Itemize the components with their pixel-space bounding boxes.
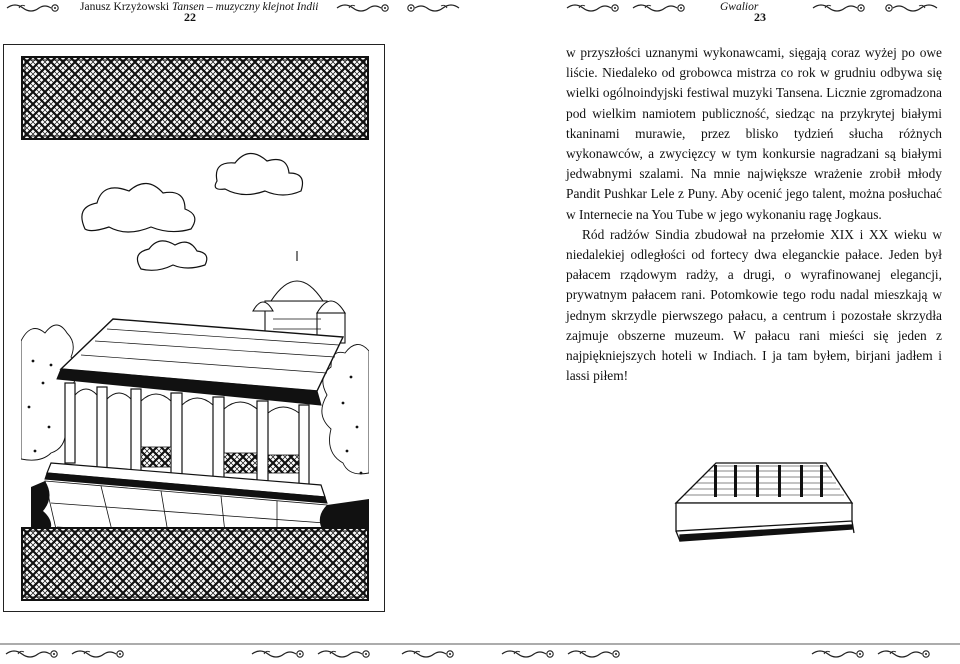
scroll-ornament-icon [4,2,66,14]
page-number: 23 [754,10,766,24]
domes-background [253,251,345,343]
footer-ornament [0,638,480,664]
lattice-border-bottom [21,527,369,601]
lattice-border-top [21,56,369,140]
right-header-text: Gwalior [720,1,759,13]
pavilion-tomb-illustration [21,151,369,551]
paragraph-2: Ród radżów Sindia zbudował na przełomie XIX i XX wieku w niedalekiej odległości od fortecy dwa eleganckie pałace. Jeden był pałacem rządowym radży, a drugi, o wyrafinowanej elegancji, prywatnym pałacem rani. Potomkowie tego rodu nadal mieszkają w jednym skrzydle pierwszego pałacu, a centrum i pozostałe skrzydła zajmuje obszerne muzeum. W pałacu rani mieści się jeden z najpiękniejszych hoteli w Indiach. I ja tam byłem, birjani jadłem i lassi piłem! [566,226,942,384]
page-number: 22 [184,10,196,24]
header-book-title: Tansen – muzyczny klejnot Indii [171,1,319,13]
footer-ornament [480,638,960,664]
illustration-frame [3,44,385,612]
right-running-header [480,0,960,18]
santoor-instrument-drawing [670,455,860,547]
paragraph-1: w przyszłości uznanymi wykonawcami, sięgają coraz wyżej po owe liście. Niedaleko od grobowca mistrza co rok w grudniu odbywa się wielki ogólnoindyjski festiwal muzyki Tansena. Licznie zgromadzona pod wielkim namiotem publiczność, siedząc na przykrytej białymi tkaninami murawie, przez blisko tydzień słucha różnych wykonawców, a zwycięzcy w tym konkursie nagradzani są białymi jedwabnymi szalami. Na mnie największe wrażenie zrobił młody Pandit Pushkar Lele z Puny. Aby ocenić jego talent, można posłuchać w Internecie na You Tube w jego wykonaniu ragę Jogkaus. [566,45,942,222]
scroll-ornament-icon [630,2,692,14]
scroll-ornament-icon [878,2,940,14]
left-running-header [0,0,480,18]
body-text [566,43,942,386]
clouds [82,153,303,270]
scroll-ornament-icon [334,2,396,14]
left-header-text [80,1,319,13]
scroll-ornament-icon [810,2,872,14]
right-page [480,0,960,664]
scroll-ornament-icon [564,2,626,14]
scroll-ornament-icon [400,2,462,14]
header-author: Janusz Krzyżowski [80,1,170,13]
